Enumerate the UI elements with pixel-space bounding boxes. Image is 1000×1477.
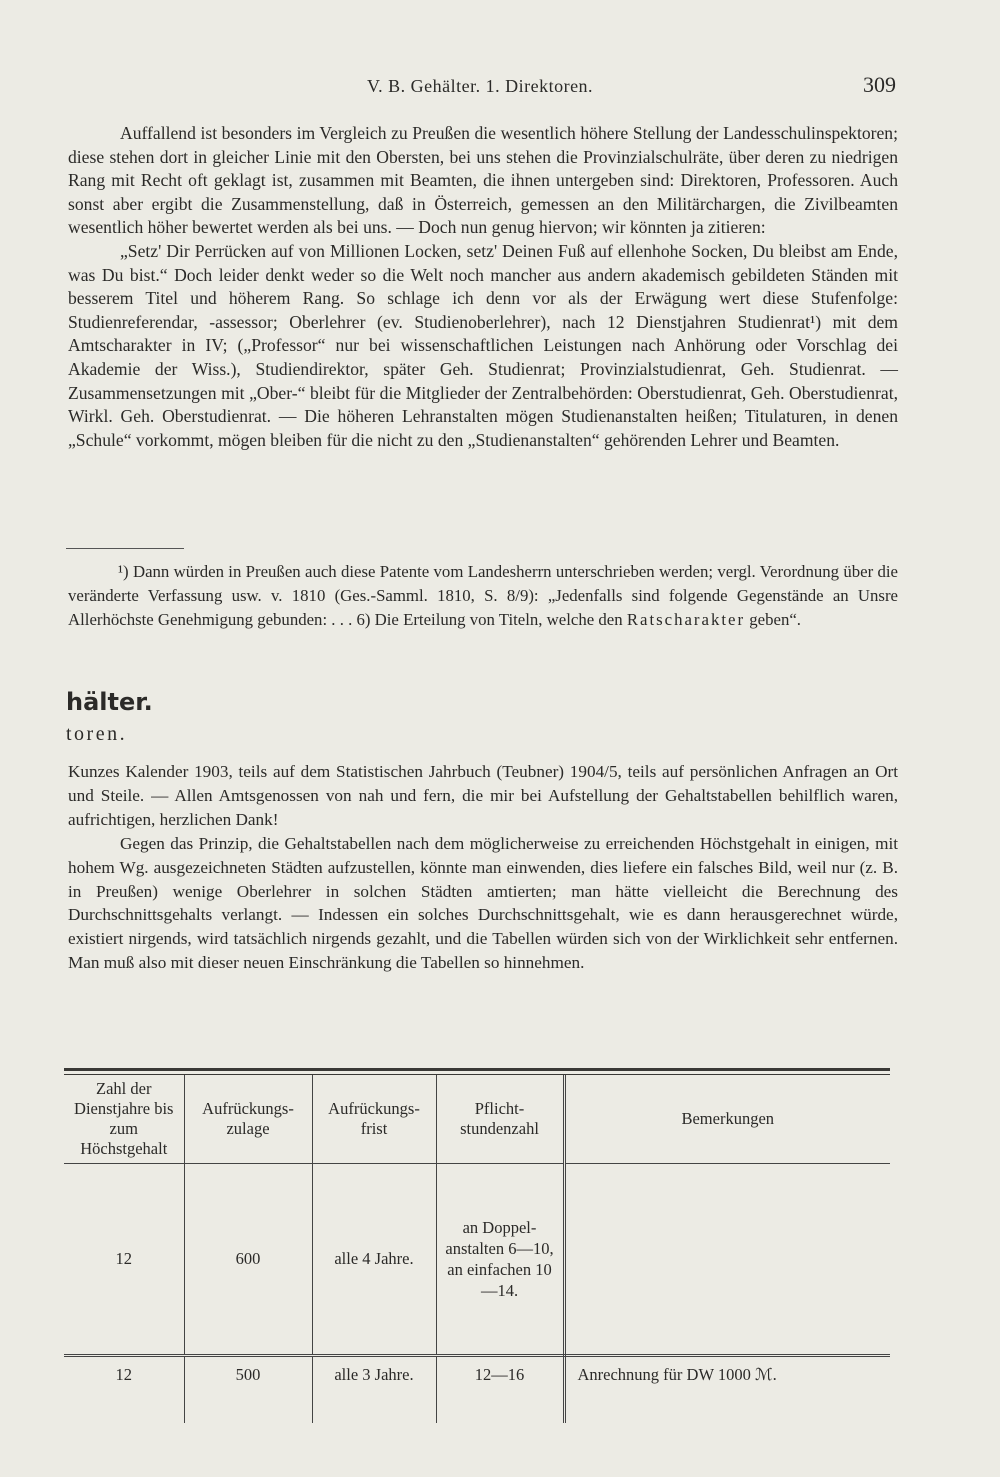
table-header-row [64,1075,890,1164]
table-top-rule [64,1068,890,1071]
header-zulage: Aufrückungs-zulage [184,1075,312,1164]
table [64,1075,890,1423]
cell-zulage: 600 [184,1164,312,1355]
footnote-separator [66,548,184,549]
paragraph-text: Kunzes Kalender 1903, teils auf dem Statistischen Jahrbuch (Teubner) 1904/5, teils auf persönlichen Anfragen an Ort und Steile. — Allen Amtsgenossen von nah und fern, die mir bei Aufstellung der Gehaltstabellen behilflich waren, aufrichtigen, herzlichen Dank! [68,762,898,829]
quote-paragraph: „Setz' Dir Perrücken auf von Millionen Locken, setz' Deinen Fuß auf ellenhohe Socken, Du bleibst am Ende, was Du bist.“ Doch leider denkt weder so die Welt noch mancher aus andern akademisch gebildeten Ständen mit besserem Titel und höherem Rang. So schlage ich denn vor als der Erwägung wert diese Stufenfolge: Studienreferendar, -assessor; Oberlehrer (ev. Studienoberlehrer), nach 12 Dienstjahren Studienrat¹) mit dem Amtscharakter in IV; („Professor“ nur bei wissenschaftlichen Leistungen nach Anhörung oder Vorschlag dei Akademie der Wiss.), Studiendirektor, später Geh. Studienrat; Provinzialstudienrat, Geh. Studienrat. — Zusammensetzungen mit „Ober-“ bleibt für die Mitglieder der Zentralbehörden: Oberstudienrat, Geh. Oberstudienrat, Wirkl. Geh. Oberstudienrat. — Die höheren Lehranstalten mögen Studienanstalten heißen; Titulaturen, in denen „Schule“ vorkommt, mögen bleiben für die nicht zu den „Studienanstalten“ gehörenden Lehrer und Beamten. [68,240,898,450]
header-bemerkungen: Bemerkungen [564,1075,890,1164]
header-dienstjahre: Zahl der Dienstjahre bis zum Höchstgehalt [64,1075,184,1164]
table-row [64,1164,890,1355]
footnote-spaced-word: Ratscharakter [626,610,746,629]
footnote [68,560,898,632]
cell-frist: alle 3 Jahre. [312,1356,436,1424]
section-subtitle-fragment: toren. [66,723,128,745]
cell-zulage: 500 [184,1356,312,1424]
cell-dienstjahre: 12 [64,1356,184,1424]
paragraph-text: Gegen das Prinzip, die Gehaltstabellen nach dem möglicherweise zu erreichenden Höchstgehalt in einigen, mit hohem Wg. ausgezeichneten Städten aufzustellen, könnte man einwenden, dies liefere ein falsches Bild, weil nur (z. B. in Preußen) wenige Oberlehrer in solchen Städten amtierten; man hätte vielleicht die Berechnung des Durchschnittsgehalts verlangt. — Indessen ein solches Durchschnittsgehalt, wie es dann herausgerechnet würde, existiert nirgends, wird tatsächlich nirgends gezahlt, und die Tabellen würden sich von der Wirklichkeit sehr entfernen. Man muß also mit dieser neuen Einschränkung die Tabellen so hinnehmen. [68,833,898,973]
cell-pflicht: 12—16 [436,1356,564,1424]
page-header [60,72,900,102]
paragraph-text: Auffallend ist besonders im Vergleich zu Preußen die wesentlich höhere Stellung der Landesschulinspektoren; diese stehen dort in gleicher Linie mit den Obersten, bei uns stehen die Provinzialschulräte, über deren zu niedrigen Rang mit Recht oft geklagt ist, zusammen mit Beamten, die ihnen untergeben sind: Direktoren, Professoren. Auch sonst aber ergibt die Zusammenstellung, daß in Österreich, gemessen an den Militärchargen, die Zivilbeamten wesentlich höher bewertet werden als bei uns. — Doch nun genug hiervon; wir könnten ja zitieren: [68,123,898,238]
cell-bemerkungen: Anrechnung für DW 1000 ℳ. [564,1356,890,1424]
footnote-text-after: geben“. [749,610,801,629]
footnote-text-before: ¹) Dann würden in Preußen auch diese Patente vom Landesherrn unterschrieben werden; vergl. Verordnung über die veränderte Verfassung usw. v. 1810 (Ges.-Samml. 1810, S. 8/9): „Jedenfalls sind folgende Gegenstände an Unsre Allerhöchste Genehmigung gebunden: . . . 6) Die Erteilung von Titeln, welche den [68,562,898,629]
header-pflicht: Pflicht-stundenzahl [436,1075,564,1164]
page-number: 309 [863,72,896,97]
table-row [64,1356,890,1424]
cell-dienstjahre: 12 [64,1164,184,1355]
cell-pflicht: an Doppel-anstalten 6—10, an einfachen 10—14. [436,1164,564,1355]
running-head: V. B. Gehälter. 1. Direktoren. [366,76,594,96]
paragraph-rangordnung [68,122,898,452]
cell-frist: alle 4 Jahre. [312,1164,436,1355]
header-frist: Aufrückungs-frist [312,1075,436,1164]
section-title-fragment: hälter. [66,688,153,716]
salary-table [64,1068,890,1423]
footnote-text [68,560,898,632]
cell-bemerkungen [564,1164,890,1355]
paragraph-sources [68,760,898,975]
